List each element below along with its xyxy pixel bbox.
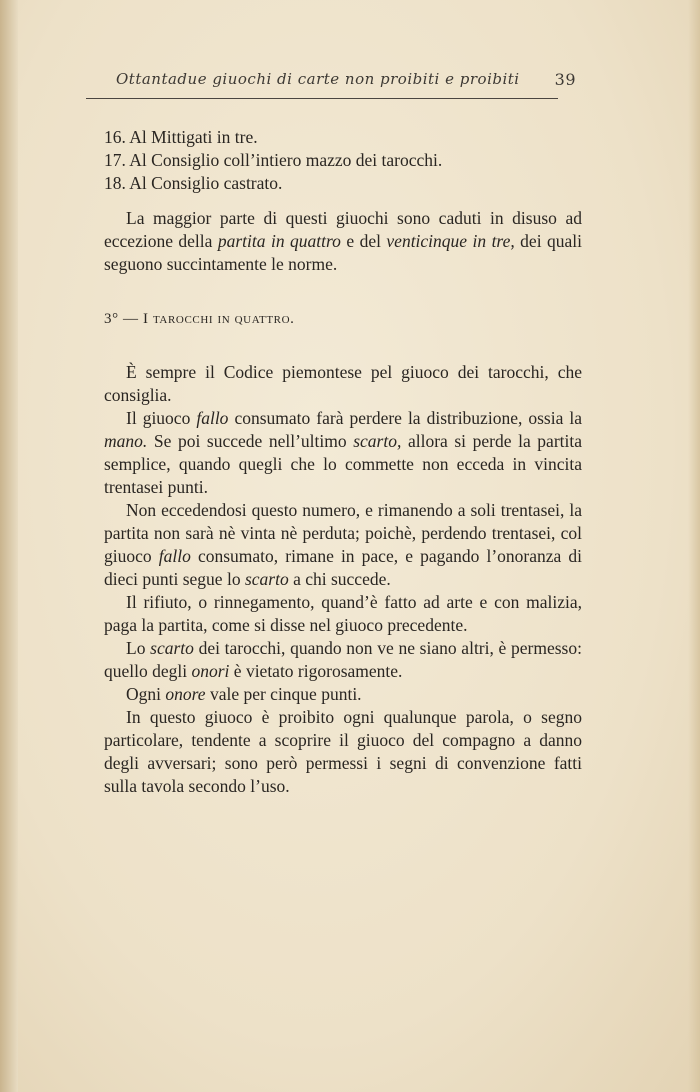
page-body: [104, 126, 582, 798]
header-rule: [86, 98, 558, 99]
paragraph: Lo scarto dei tarocchi, quando non ve ne siano altri, è permesso: quello degli onori è vietato rigorosamente.: [104, 638, 582, 681]
list-item: 18. Al Consiglio castrato.: [104, 173, 283, 193]
games-list: [104, 126, 582, 195]
paragraph: Il giuoco fallo consumato farà perdere la distribuzione, ossia la mano. Se poi succede nell’ultimo scarto, allora si perde la partita semplice, quando quegli che lo commette non ecceda in vincita trentasei punti.: [104, 408, 583, 497]
running-title: Ottantadue giuochi di carte non proibiti e proibiti: [116, 70, 520, 88]
page-edge-shadow: [688, 0, 700, 1092]
intro-paragraph: La maggior parte di questi giuochi sono caduti in disuso ad eccezione della partita in quattro e del venticinque in tre, dei quali seguono succintamente le norme.: [104, 208, 582, 274]
paragraph: Il rifiuto, o rinnegamento, quand’è fatto ad arte e con malizia, paga la partita, come si disse nel giuoco precedente.: [104, 592, 582, 635]
paragraph: Non eccedendosi questo numero, e rimanendo a soli trentasei, la partita non sarà nè vinta nè perduta; poichè, perdendo trentasei, col giuoco fallo consumato, rimane in pace, e pagando l’onoranza di dieci punti segue lo scarto a chi succede.: [104, 500, 582, 589]
section-heading: 3° — I tarocchi in quattro.: [104, 311, 295, 327]
list-item: 16. Al Mittigati in tre.: [104, 127, 258, 147]
list-item: 17. Al Consiglio coll’intiero mazzo dei tarocchi.: [104, 150, 443, 170]
paragraph: È sempre il Codice piemontese pel giuoco dei tarocchi, che consiglia.: [104, 362, 582, 405]
running-header: [116, 70, 576, 94]
page-binding-shadow: [0, 0, 18, 1092]
paragraph: In questo giuoco è proibito ogni qualunque parola, o segno particolare, tendente a scoprire il giuoco del compagno a danno degli avversari; sono però permessi i segni di convenzione fatti sulla tavola secondo l’uso.: [104, 707, 582, 796]
page-number: 39: [554, 70, 576, 89]
paragraph: Ogni onore vale per cinque punti.: [126, 684, 362, 704]
